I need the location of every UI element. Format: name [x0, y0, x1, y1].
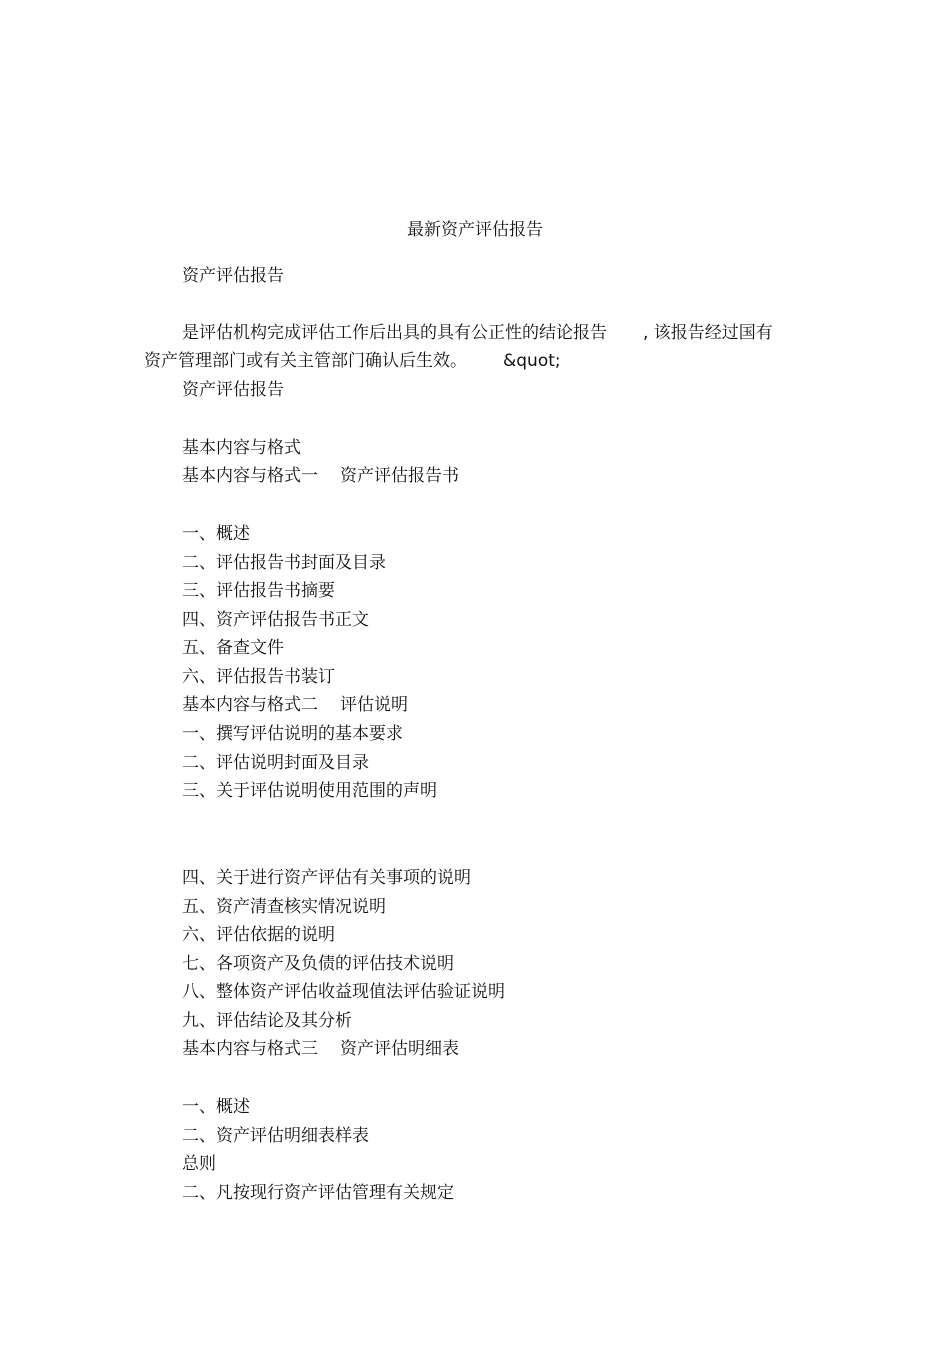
list-item: 六、评估报告书装订: [182, 667, 335, 687]
heading-asset-report: 资产评估报告: [182, 266, 284, 286]
format-title: 资产评估明细表: [340, 1039, 459, 1059]
paragraph-text: &quot;: [503, 351, 561, 371]
list-item: 八、整体资产评估收益现值法评估验证说明: [182, 982, 505, 1002]
list-item: 一、概述: [182, 524, 250, 544]
list-item: 六、评估依据的说明: [182, 925, 335, 945]
format-three-heading: [182, 1038, 459, 1060]
paragraph-line-1: [182, 322, 773, 344]
list-item: 四、关于进行资产评估有关事项的说明: [182, 868, 471, 888]
list-item: 二、资产评估明细表样表: [182, 1126, 369, 1146]
list-item: 四、资产评估报告书正文: [182, 610, 369, 630]
document-title: 最新资产评估报告: [407, 220, 543, 240]
list-item: 五、资产清查核实情况说明: [182, 897, 386, 917]
format-label: 基本内容与格式一: [182, 466, 318, 486]
paragraph-text: 资产管理部门或有关主管部门确认后生效。: [144, 351, 467, 371]
format-label: 基本内容与格式三: [182, 1039, 318, 1059]
heading-asset-report-2: 资产评估报告: [182, 380, 284, 400]
format-two-heading: [182, 694, 408, 716]
list-item: 一、撰写评估说明的基本要求: [182, 724, 403, 744]
format-one-heading: [182, 465, 459, 487]
list-item: 二、评估报告书封面及目录: [182, 553, 386, 573]
format-title: 资产评估报告书: [340, 466, 459, 486]
paragraph-text: 是评估机构完成评估工作后出具的具有公正性的结论报告: [182, 323, 607, 343]
section-general: 总则: [182, 1154, 216, 1174]
format-title: 评估说明: [340, 695, 408, 715]
list-item: 二、评估说明封面及目录: [182, 753, 369, 773]
paragraph-line-2: [144, 350, 561, 372]
list-item: 一、概述: [182, 1097, 250, 1117]
list-item: 三、关于评估说明使用范围的声明: [182, 781, 437, 801]
list-item: 九、评估结论及其分析: [182, 1011, 352, 1031]
list-item: 二、凡按现行资产评估管理有关规定: [182, 1183, 454, 1203]
list-item: 七、各项资产及负债的评估技术说明: [182, 954, 454, 974]
paragraph-text: , 该报告经过国有: [643, 323, 773, 343]
format-label: 基本内容与格式二: [182, 695, 318, 715]
list-item: 三、评估报告书摘要: [182, 581, 335, 601]
list-item: 五、备查文件: [182, 638, 284, 658]
section-basic-content: 基本内容与格式: [182, 438, 301, 458]
